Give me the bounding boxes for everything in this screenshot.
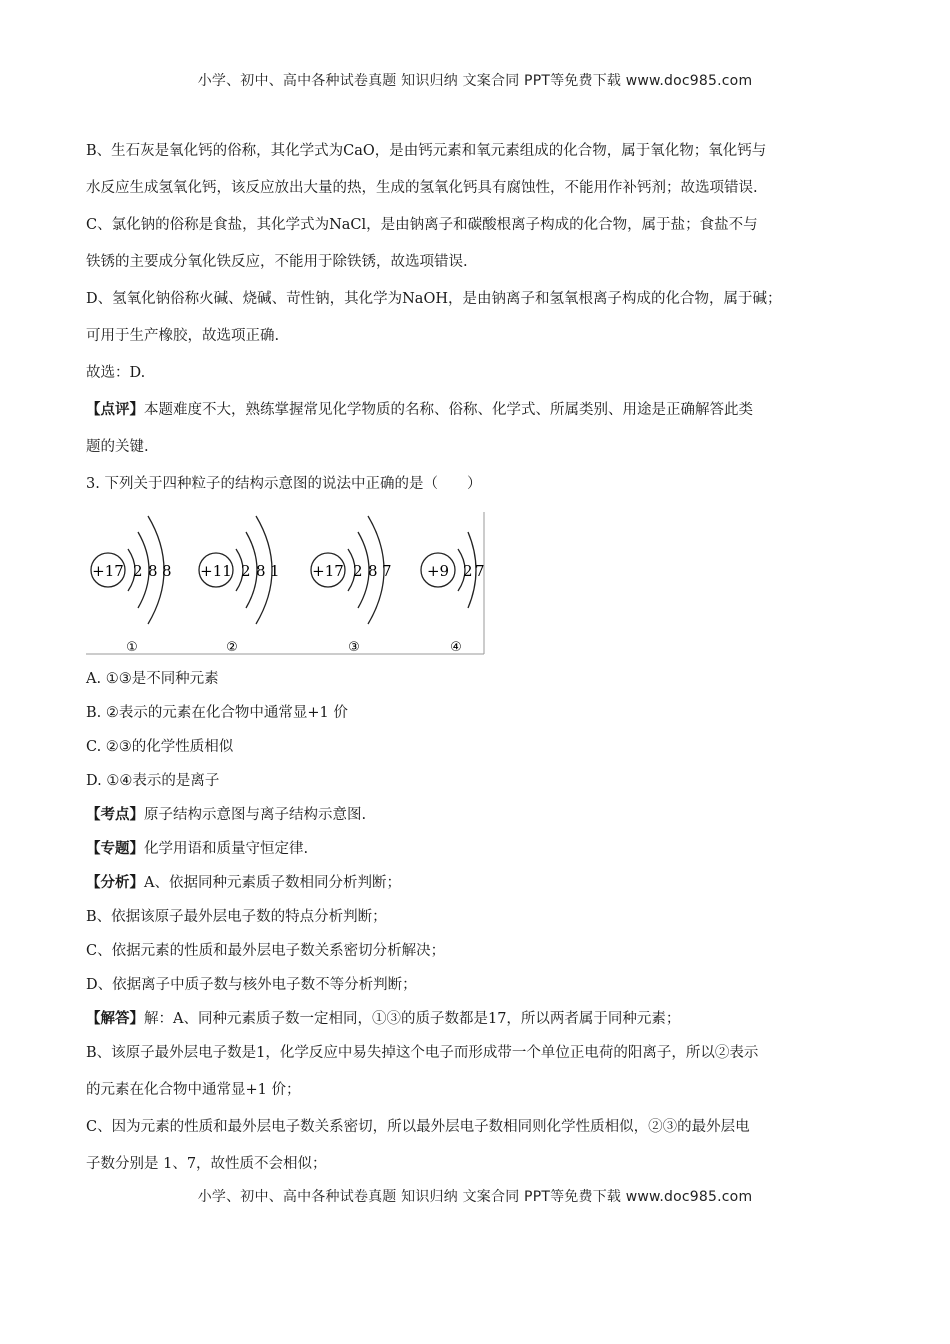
answer-choice: 故选：D. (86, 365, 146, 381)
kaodian-tag: 【考点】 (86, 806, 144, 823)
jieda-b-line-2: 的元素在化合物中通常显+1 价； (86, 1082, 301, 1098)
answer-c-line-1: C、氯化钠的俗称是食盐，其化学式为NaCl，是由钠离子和碳酸根离子构成的化合物，属于盐；食盐不与 (86, 217, 758, 233)
option-c: C. ②③的化学性质相似 (86, 739, 234, 755)
fenxi-b-line: B、依据该原子最外层电子数的特点分析判断； (86, 909, 387, 925)
particle-2-shell-count-2: 8 (256, 562, 266, 580)
header-banner: 小学、初中、高中各种试卷真题 知识归纳 文案合同 PPT等免费下载 www.doc985.com (197, 73, 753, 89)
jieda-line (86, 1009, 866, 1043)
jieda-c-line-1: C、因为元素的性质和最外层电子数关系密切，所以最外层电子数相同则化学性质相似，②③的最外层电 (86, 1119, 750, 1135)
particle-3-shell-count-1: 2 (353, 562, 363, 580)
kaodian-text: 原子结构示意图与离子结构示意图. (144, 807, 367, 823)
answer-b-line-2: 水反应生成氢氧化钙，该反应放出大量的热，生成的氢氧化钙具有腐蚀性，不能用作补钙剂；故选项错误. (86, 180, 758, 196)
particle-1-nucleus-charge: +17 (92, 562, 124, 580)
answer-b-line-1: B、生石灰是氧化钙的俗称，其化学式为CaO，是由钙元素和氧元素组成的化合物，属于氧化物；氧化钙与 (86, 143, 767, 159)
jieda-a-text: 解：A、同种元素质子数一定相同，①③的质子数都是17，所以两者属于同种元素； (144, 1011, 681, 1027)
particle-3-nucleus-charge: +17 (312, 562, 344, 580)
comment-line-2: 题的关键. (86, 439, 149, 455)
atomic-structure-svg (86, 512, 486, 655)
option-a: A. ①③是不同种元素 (86, 671, 219, 687)
footer-banner: 小学、初中、高中各种试卷真题 知识归纳 文案合同 PPT等免费下载 www.doc985.com (197, 1189, 753, 1205)
comment-line-1 (86, 400, 866, 437)
particle-3-diagram (311, 516, 392, 655)
particle-2-nucleus-charge: +11 (200, 562, 232, 580)
zhuanti-text: 化学用语和质量守恒定律. (144, 841, 309, 857)
kaodian-line (86, 805, 866, 839)
comment-tag: 【点评】 (86, 401, 144, 418)
option-d: D. ①④表示的是离子 (86, 773, 220, 789)
zhuanti-tag: 【专题】 (86, 840, 144, 857)
fenxi-line (86, 873, 866, 907)
particle-1-shell-count-1: 2 (133, 562, 143, 580)
comment-text-1: 本题难度不大，熟练掌握常见化学物质的名称、俗称、化学式、所属类别、用途是正确解答此类 (144, 402, 753, 418)
jieda-c-line-2: 子数分别是 1、7，故性质不会相似； (86, 1156, 327, 1172)
particle-2-label: ② (226, 640, 238, 655)
answer-d-line-1: D、氢氧化钠俗称火碱、烧碱、苛性钠，其化学为NaOH，是由钠离子和氢氧根离子构成的化合物，属于碱； (86, 291, 782, 307)
fenxi-c-line: C、依据元素的性质和最外层电子数关系密切分析解决； (86, 943, 446, 959)
particle-4-shell-count-2: 7 (475, 562, 485, 580)
option-b: B. ②表示的元素在化合物中通常显+1 价 (86, 705, 348, 721)
jieda-b-line-1: B、该原子最外层电子数是1，化学反应中易失掉这个电子而形成带一个单位正电荷的阳离子，所以②表示 (86, 1045, 759, 1061)
answer-c-line-2: 铁锈的主要成分氧化铁反应，不能用于除铁锈，故选项错误. (86, 254, 468, 270)
particle-4-shell-count-1: 2 (463, 562, 473, 580)
answer-d-line-2: 可用于生产橡胶，故选项正确. (86, 328, 280, 344)
atomic-structure-figure (86, 512, 486, 655)
fenxi-a-text: A、依据同种元素质子数相同分析判断； (144, 875, 401, 891)
particle-4-diagram (421, 532, 485, 655)
particle-2-diagram (199, 516, 280, 655)
particle-2-shell-count-1: 2 (241, 562, 251, 580)
particle-3-label: ③ (348, 640, 360, 655)
question-stem: 3. 下列关于四种粒子的结构示意图的说法中正确的是（ ） (86, 476, 482, 492)
fenxi-tag: 【分析】 (86, 874, 144, 891)
particle-4-nucleus-charge: +9 (426, 562, 450, 580)
zhuanti-line (86, 839, 866, 873)
particle-1-label: ① (126, 640, 138, 655)
particle-4-label: ④ (450, 640, 462, 655)
document-body (86, 141, 866, 1191)
particle-1-shell-count-3: 8 (162, 562, 172, 580)
particle-3-shell-count-3: 7 (382, 562, 392, 580)
particle-2-shell-count-3: 1 (270, 562, 280, 580)
particle-3-shell-count-2: 8 (368, 562, 378, 580)
fenxi-d-line: D、依据离子中质子数与核外电子数不等分析判断； (86, 977, 417, 993)
jieda-tag: 【解答】 (86, 1010, 144, 1027)
particle-1-diagram (91, 516, 172, 655)
particle-1-shell-count-2: 8 (148, 562, 158, 580)
